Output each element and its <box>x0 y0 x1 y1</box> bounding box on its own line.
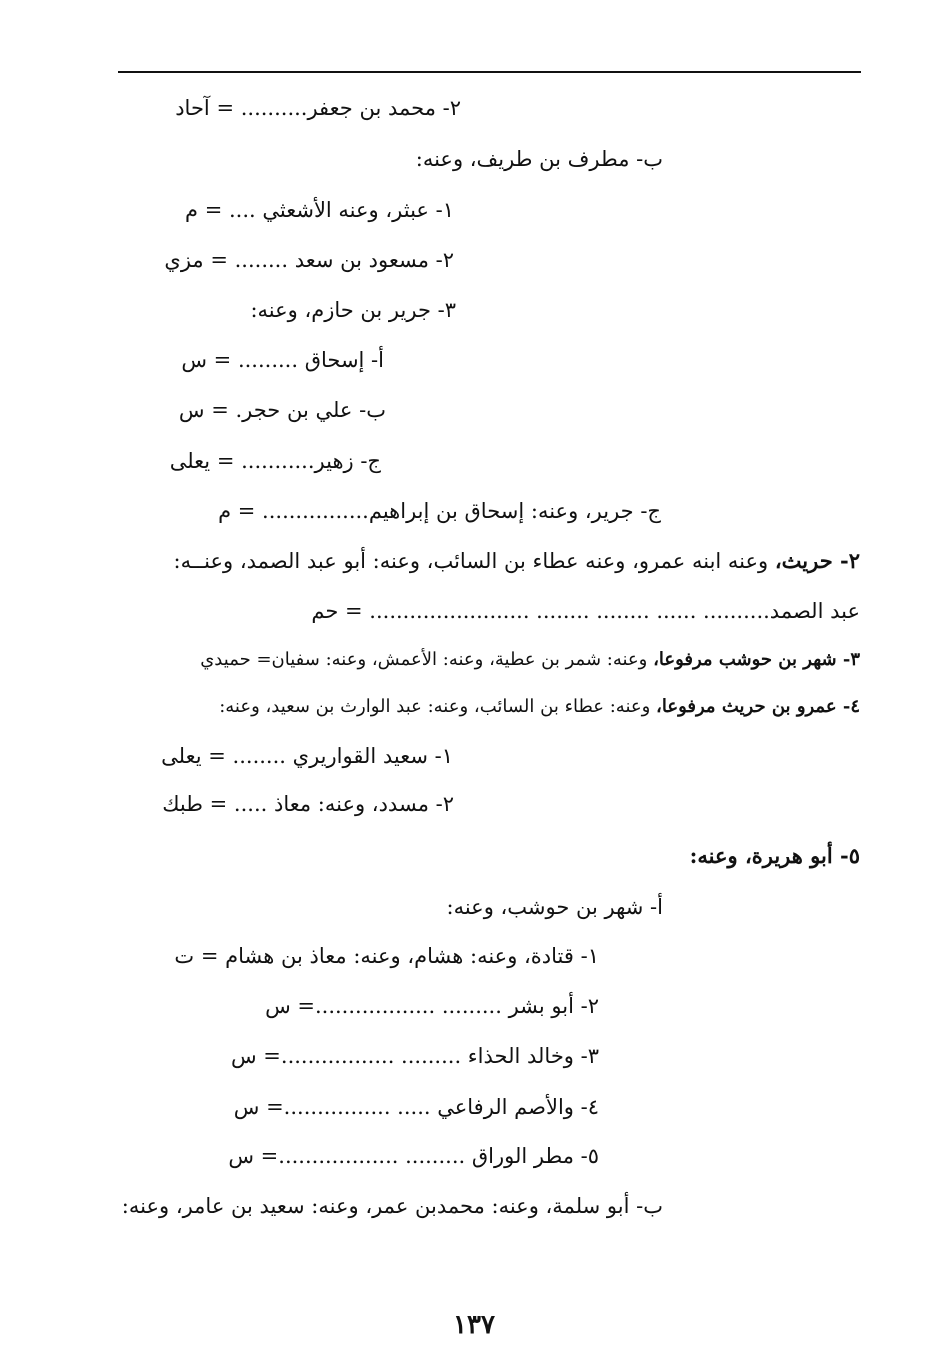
line-8 <box>170 446 381 476</box>
text-run: وعنه: شمر بن عطية، وعنه: الأعمش، وعنه: سفيان= حميدي <box>200 649 654 670</box>
line-7 <box>179 395 386 425</box>
line-9 <box>218 496 661 526</box>
line-3 <box>185 195 454 225</box>
top-rule <box>118 71 861 73</box>
text-run: ٣- جرير بن حازم، وعنه: <box>250 298 456 322</box>
line-6 <box>181 345 384 375</box>
line-20 <box>231 1041 599 1071</box>
line-12 <box>200 645 860 675</box>
line-23 <box>122 1191 663 1221</box>
line-18 <box>174 941 599 971</box>
text-run: ١- عبثر، وعنه الأشعثي .... = م <box>185 198 454 222</box>
text-run: ٢- مسدد، وعنه: معاذ ..... = طبك <box>162 792 454 816</box>
heading-run: ٤- عمرو بن حريث مرفوعا، <box>656 696 860 717</box>
line-19 <box>265 991 599 1021</box>
line-13 <box>219 692 860 722</box>
text-run: أ- إسحاق ......... = س <box>181 348 384 372</box>
line-2 <box>416 144 663 174</box>
line-17 <box>447 892 664 922</box>
line-14 <box>161 741 453 771</box>
line-11 <box>311 596 860 626</box>
line-22 <box>228 1141 599 1171</box>
text-run: ١- قتادة، وعنه: هشام، وعنه: معاذ بن هشام = ت <box>174 944 599 968</box>
text-run: ب- مطرف بن طريف، وعنه: <box>415 147 663 171</box>
line-4 <box>164 245 454 275</box>
text-run: ٢- محمد بن جعفر.......... = آحاد <box>175 96 461 120</box>
text-run: ٣- وخالد الحذاء ......... .................= س <box>230 1044 599 1068</box>
text-run: وعنه ابنه عمرو، وعنه عطاء بن السائب، وعنه: أبو عبد الصمد، وعنــه: <box>173 549 775 573</box>
text-run: ج- جرير، وعنه: إسحاق بن إبراهيم................ = م <box>218 499 661 523</box>
text-run: ب- أبو سلمة، وعنه: محمدبن عمر، وعنه: سعيد بن عامر، وعنه: <box>121 1194 663 1218</box>
text-run: ج- زهير........... = يعلى <box>169 449 381 473</box>
text-run: ٥- مطر الوراق ......... ..................= س <box>228 1144 599 1168</box>
text-run: أ- شهر بن حوشب، وعنه: <box>446 895 663 919</box>
text-run: ١- سعيد القواريري ........ = يعلى <box>161 744 453 768</box>
text-run: ب- علي بن حجر. = س <box>178 398 386 422</box>
line-10 <box>174 546 860 576</box>
line-5 <box>250 295 456 325</box>
heading-run: ٢- حريث، <box>774 548 860 573</box>
heading-run: ٣- شهر بن حوشب مرفوعا، <box>653 649 860 670</box>
line-16 <box>690 841 860 871</box>
line-15 <box>162 789 454 819</box>
line-1 <box>175 93 461 123</box>
text-run: ٤- والأصم الرفاعي ..... ................= س <box>233 1095 599 1119</box>
text-run: وعنه: عطاء بن السائب، وعنه: عبد الوارث بن سعيد، وعنه: <box>219 696 657 717</box>
text-run: ٢- أبو بشر ......... ..................= س <box>265 994 599 1018</box>
heading-run: ٥- أبو هريرة، وعنه: <box>689 843 860 868</box>
page-number: ١٣٧ <box>453 1310 495 1340</box>
text-run: عبد الصمد.......... ...... ........ ........ ........................ = حم <box>311 599 860 623</box>
line-21 <box>234 1092 599 1122</box>
text-run: ٢- مسعود بن سعد ........ = مزي <box>164 248 454 272</box>
